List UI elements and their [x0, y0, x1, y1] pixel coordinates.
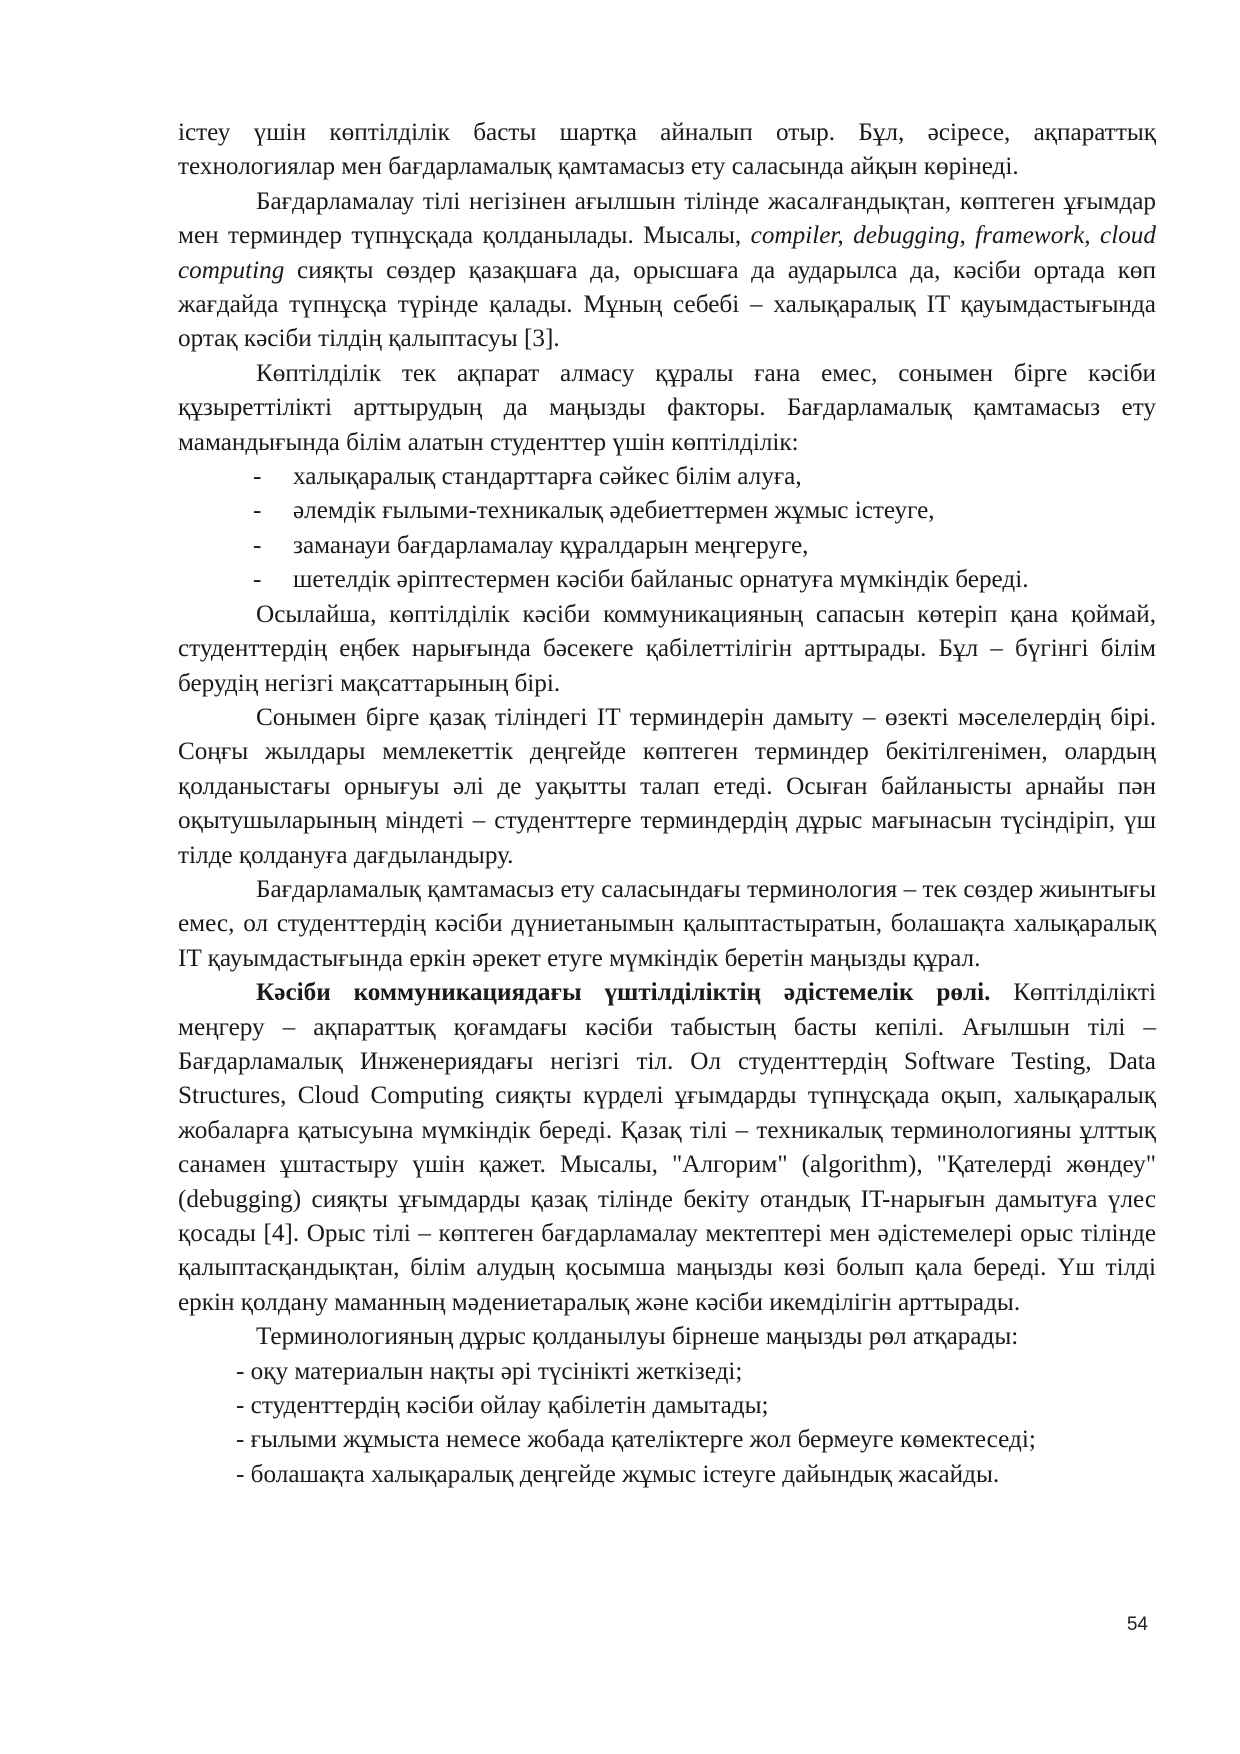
page-number: 54	[1126, 1614, 1148, 1635]
list-dash: -	[253, 531, 262, 559]
list-item	[253, 460, 1156, 494]
paragraph-3: Көптілділік тек ақпарат алмасу құралы ғана емес, сонымен бірге кәсіби құзыреттілікті арттырудың да маңызды факторы. Бағдарламалық қамтамасыз ету мамандығында білім алатын студенттер үшін көптілділік:	[178, 359, 1156, 456]
list-dash: -	[253, 566, 262, 594]
list-item-text: заманауи бағдарламалау құралдарын меңгеруге,	[293, 531, 809, 559]
list-item: - студенттердің кәсіби ойлау қабілетін дамытады;	[236, 1392, 769, 1420]
paragraph-8: Терминологияның дұрыс қолданылуы бірнеше маңызды рөл атқарады:	[256, 1323, 1019, 1351]
list-item	[253, 529, 1156, 563]
list-item-text: халықаралық стандарттарға сәйкес білім алуға,	[293, 463, 802, 491]
list-dash: -	[253, 463, 262, 491]
list-item	[253, 494, 1156, 528]
list-item-text: шетелдік әріптестермен кәсіби байланыс орнатуға мүмкіндік береді.	[293, 566, 1029, 594]
list-item	[253, 563, 1156, 597]
paragraph-2-end: сияқты сөздер қазақшаға да, орысшаға да аударылса да, кәсіби ортада көп жағдайда түпнұсқа түрінде қалады. Мұның себебі – халықаралық IT қауымдастығында ортақ кәсіби тілдің қалыптасуы [3].	[178, 256, 1157, 353]
paragraph-1: істеу үшін көптілділік басты шартқа айналып отыр. Бұл, әсіресе, ақпараттық технологиялар мен бағдарламалық қамтамасыз ету саласында айқын көрінеді.	[178, 119, 1156, 181]
list-dash: -	[253, 497, 262, 525]
paragraph-7	[178, 976, 1156, 1320]
list-item-text: әлемдік ғылыми-техникалық әдебиеттермен жұмыс істеуге,	[293, 497, 935, 525]
paragraph-4: Осылайша, көптілділік кәсіби коммуникацияның сапасын көтеріп қана қоймай, студенттердің еңбек нарығында бәсекеге қабілеттілігін арттырады. Бұл – бүгінгі білім берудің негізгі мақсаттарының бірі.	[178, 600, 1156, 697]
role-list	[178, 1355, 1156, 1493]
paragraph-6: Бағдарламалық қамтамасыз ету саласындағы терминология – тек сөздер жиынтығы емес, ол студенттердің кәсіби дүниетанымын қалыптастыратын, болашақта халықаралық IT қауымдастығында еркін әрекет етуге мүмкіндік беретін маңызды құрал.	[178, 875, 1156, 972]
list-item: - оқу материалын нақты әрі түсінікті жеткізеді;	[236, 1357, 743, 1385]
paragraph-2	[178, 185, 1156, 357]
paragraph-2-start: Бағдарламалау тілі негізінен ағылшын тілінде жасалғандықтан, көптеген ұғымдар мен терминдер түпнұсқада қолданылады. Мысалы,	[178, 187, 1156, 250]
document-body	[178, 116, 1156, 1492]
list-item: - болашақта халықаралық деңгейде жұмыс істеуге дайындық жасайды.	[236, 1460, 1000, 1488]
italic-terms: compiler, debugging, framework, cloud computing	[178, 222, 1156, 284]
dash-list	[178, 460, 1156, 598]
list-item: - ғылыми жұмыста немесе жобада қателіктерге жол бермеуге көмектеседі;	[236, 1426, 1036, 1454]
paragraph-7-text: Көптілділікті меңгеру – ақпараттық қоғамдағы кәсіби табыстың басты кепілі. Ағылшын тілі – Бағдарламалық Инженериядағы негізгі тіл. Ол студенттердің Software Testing, Data Structures, Cloud Computing сияқты күрделі ұғымдарды түпнұсқада оқып, халықаралық жобаларға қатысуына мүмкіндік береді. Қазақ тілі – техникалық терминологияны ұлттық санамен ұштастыру үшін қажет. Мысалы, "Алгорим" (algorithm), "Қателерді жөндеу" (debugging) сияқты ұғымдарды қазақ тілінде бекіту отандық IT-нарығын дамытуға үлес қосады [4]. Орыс тілі – көптеген бағдарламалау мектептері мен әдістемелері орыс тілінде қалыптасқандықтан, білім алудың қосымша маңызды көзі болып қала береді. Үш тілді еркін қолдану маманның мәдениетаралық және кәсіби икемділігін арттырады.	[178, 979, 1156, 1316]
section-heading: Кәсіби коммуникациядағы үштілділіктің әдістемелік рөлі.	[256, 979, 991, 1007]
paragraph-5: Сонымен бірге қазақ тіліндегі IT терминдерін дамыту – өзекті мәселелердің бірі. Соңғы жылдары мемлекеттік деңгейде көптеген терминдер бекітілгенімен, олардың қолданыстағы орнығуы әлі де уақытты талап етеді. Осыған байланысты арнайы пән оқытушыларының міндеті – студенттерге терминдердің дұрыс мағынасын түсіндіріп, үш тілде қолдануға дағдыландыру.	[178, 703, 1156, 869]
